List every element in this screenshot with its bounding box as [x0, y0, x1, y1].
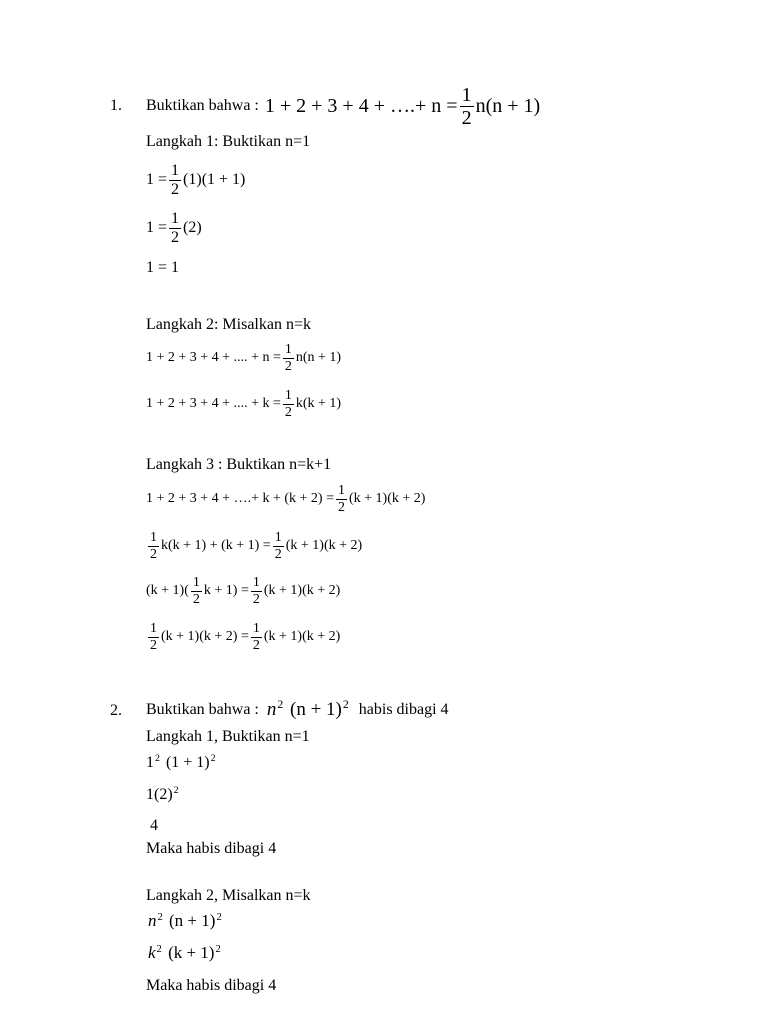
fraction: $\frac{1}{2}$: [461, 83, 472, 129]
fraction: $\frac{1}{2}$: [252, 575, 260, 607]
p2-step-1-line-1: $1^2$ $(1 + 1)^2$: [146, 753, 216, 771]
p2-step-1-line-3: 4: [150, 817, 158, 834]
step-1-title: Langkah 1: Buktikan n=1: [146, 133, 311, 150]
problem-2-number: 2.: [110, 702, 122, 719]
problem-1-label: Buktikan bahwa :: [146, 97, 259, 114]
problem-2-expression: $n^2$ $(n + 1)^2$: [266, 697, 349, 720]
p2-step-2-title: Langkah 2, Misalkan n=k: [146, 887, 311, 904]
p2-step-2-line-2: $k^2$ $(k + 1)^2$: [148, 943, 221, 962]
step-2-title: Langkah 2: Misalkan n=k: [146, 316, 311, 333]
problem-1-number: 1.: [110, 97, 122, 114]
fraction: $\frac{1}{2}$: [274, 530, 282, 562]
problem-1-equation: [265, 84, 540, 129]
problem-1-statement: [146, 82, 540, 130]
fraction: $\frac{1}{2}$: [192, 575, 200, 607]
problem-2-statement: [146, 692, 449, 728]
p2-step-1-line-2: $1(2)^2$: [146, 785, 179, 803]
fraction: $\frac{1}{2}$: [338, 483, 345, 515]
p2-step-1-title: Langkah 1, Buktikan n=1: [146, 728, 310, 745]
fraction: $\frac{1}{2}$: [252, 621, 260, 653]
equation-rhs: n(n + 1): [475, 95, 541, 117]
step-1-line-3: 1 = 1: [146, 259, 180, 276]
p2-step-1-conclusion: Maka habis dibagi 4: [146, 840, 277, 857]
step-2-line-1: 1 + 2 + 3 + 4 + .... + n = $\frac{1}{2}$ n(n + 1): [146, 342, 342, 374]
fraction: $\frac{1}{2}$: [171, 161, 180, 198]
step-1-line-1: 1 = $\frac{1}{2}$ (1)(1 + 1): [146, 161, 246, 198]
step-3-line-4: $\frac{1}{2}$ (k + 1)(k + 2) = $\frac{1}{2}$ (k + 1)(k + 2): [150, 621, 341, 653]
step-3-line-3: (k + 1)( $\frac{1}{2}$ k + 1) = $\frac{1}{2}$ (k + 1)(k + 2): [146, 575, 341, 607]
fraction: $\frac{1}{2}$: [284, 342, 292, 374]
problem-2-label: Buktikan bahwa :: [146, 701, 259, 718]
p2-step-2-line-1: $n^2$ $(n + 1)^2$: [148, 911, 222, 930]
step-3-title: Langkah 3 : Buktikan n=k+1: [146, 456, 332, 473]
fraction: $\frac{1}{2}$: [150, 530, 157, 562]
fraction: $\frac{1}{2}$: [284, 388, 292, 420]
step-3-line-1: 1 + 2 + 3 + 4 + ….+ k + (k + 2) = $\frac{1}{2}$ (k + 1)(k + 2): [146, 483, 426, 515]
step-1-line-2: 1 = $\frac{1}{2}$ (2): [146, 209, 202, 246]
step-2-line-2: 1 + 2 + 3 + 4 + .... + k = $\frac{1}{2}$ k(k + 1): [146, 388, 342, 420]
problem-2-suffix: habis dibagi 4: [358, 701, 449, 718]
p2-step-2-conclusion: Maka habis dibagi 4: [146, 977, 277, 994]
fraction: $\frac{1}{2}$: [150, 621, 157, 653]
equation-lhs: 1 + 2 + 3 + 4 + ….+ n =: [264, 95, 458, 117]
fraction: $\frac{1}{2}$: [171, 209, 180, 246]
step-3-line-2: $\frac{1}{2}$ k(k + 1) + (k + 1) = $\frac{1}{2}$ (k + 1)(k + 2): [150, 530, 363, 562]
